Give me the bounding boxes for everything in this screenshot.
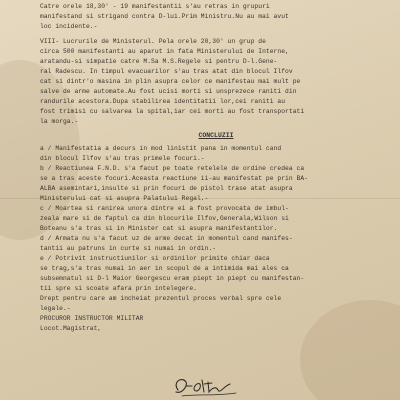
text-line: salve de arme automate.Au fost ucisi morti si unsprezece raniti din [40, 88, 297, 95]
text-line: Ministerului cat si asupra Palatului Regal.- [40, 195, 209, 202]
text-line: zeala mare si de faptul ca din blocurile Ilfov,Generala,Wilson si [40, 215, 289, 222]
text-line: la morga.- [40, 118, 79, 125]
text-line: Boteanu s'a tras si in Minister cat si asupra manifestantilor. [40, 225, 278, 232]
conclusion-e-line: e / Potrivit instructiunilor si ordinilor primite chiar daca [40, 255, 270, 262]
text-line: se trag,s'a tras numai in aer in scopul de a intimida mai ales ca [40, 265, 289, 272]
conclusion-c-line: c / Moartea si ranirea unora dintre ei a fost provocata de imbul- [40, 205, 289, 212]
conclusion-d-line: d / Armata nu s'a facut uz de arme decat in momentul cand manifes- [40, 235, 293, 242]
handwritten-signature [168, 374, 240, 400]
signatory-rank: Locot.Magistrat, [40, 325, 102, 332]
text-line: ALBA asemintari,insulte si prin focuri de pistol trase atat asupra [40, 185, 293, 192]
text-line: aratandu-si simpatie catre M.Sa M.S.Regele si pentru D-l.Gene- [40, 58, 278, 65]
closing-line: Drept pentru care am incheiat prezentul proces verbal spre cele [40, 295, 282, 302]
text-line: randurile acestora.Dupa stabilirea identitatii lor,cei raniti au [40, 98, 286, 105]
text-line: se a tras aceste focuri.Aceasta reactiune ii-au manifestat pe prin BA- [40, 175, 309, 182]
text-line: cat si dintr'o masina in plin asupra celor ce manifestau mai mult pe [40, 78, 301, 85]
conclusion-a-line: a / Manifestatia a decurs in mod linistit pana in momentul cand [40, 145, 282, 152]
conclusions-heading: CONCLUZII [198, 132, 234, 139]
text-line: tantii au patruns in curte si numai in ordin.- [40, 245, 217, 252]
text-line: circa 500 manifestanti au aparut in fata Ministerului de Interne, [40, 48, 289, 55]
conclusion-b-line: b / Reactiunea F.N.D. s'a facut pe toate retelele de ordine credea ca [40, 165, 305, 172]
text-line: manifestand si strigand contra D-lui.Prim Ministru.Nu au mai avut [40, 13, 289, 20]
text-line: tii spre si scoate afara prin intelegere. [40, 285, 197, 292]
text-line: loc incidente.- [40, 23, 98, 30]
text-line: legale.- [40, 305, 71, 312]
text-line: din blocul Ilfov s'au tras primele focuri.- [40, 155, 205, 162]
signatory-title: PROCUROR INSTRUCTOR MILITAR [40, 315, 144, 322]
text-line: fost trimisi cu salvarea la spital,iar cei morti au fost transportati [40, 108, 305, 115]
text-line: subsemnatul si D-l Maior Georgescu eram piept in piept cu manifestan- [40, 275, 305, 282]
text-line: Catre orele 18,30' - 19 manifestantii s'au retras in grupuri [40, 3, 270, 10]
section-viii-line: VIII- Lucrurile de Ministerul. Pela orele 20,30' un grup de [40, 38, 266, 45]
text-line: ral Radescu. In timpul evacuarilor s'au tras atat din blocul Ilfov [40, 68, 293, 75]
typed-text-block [40, 2, 392, 334]
